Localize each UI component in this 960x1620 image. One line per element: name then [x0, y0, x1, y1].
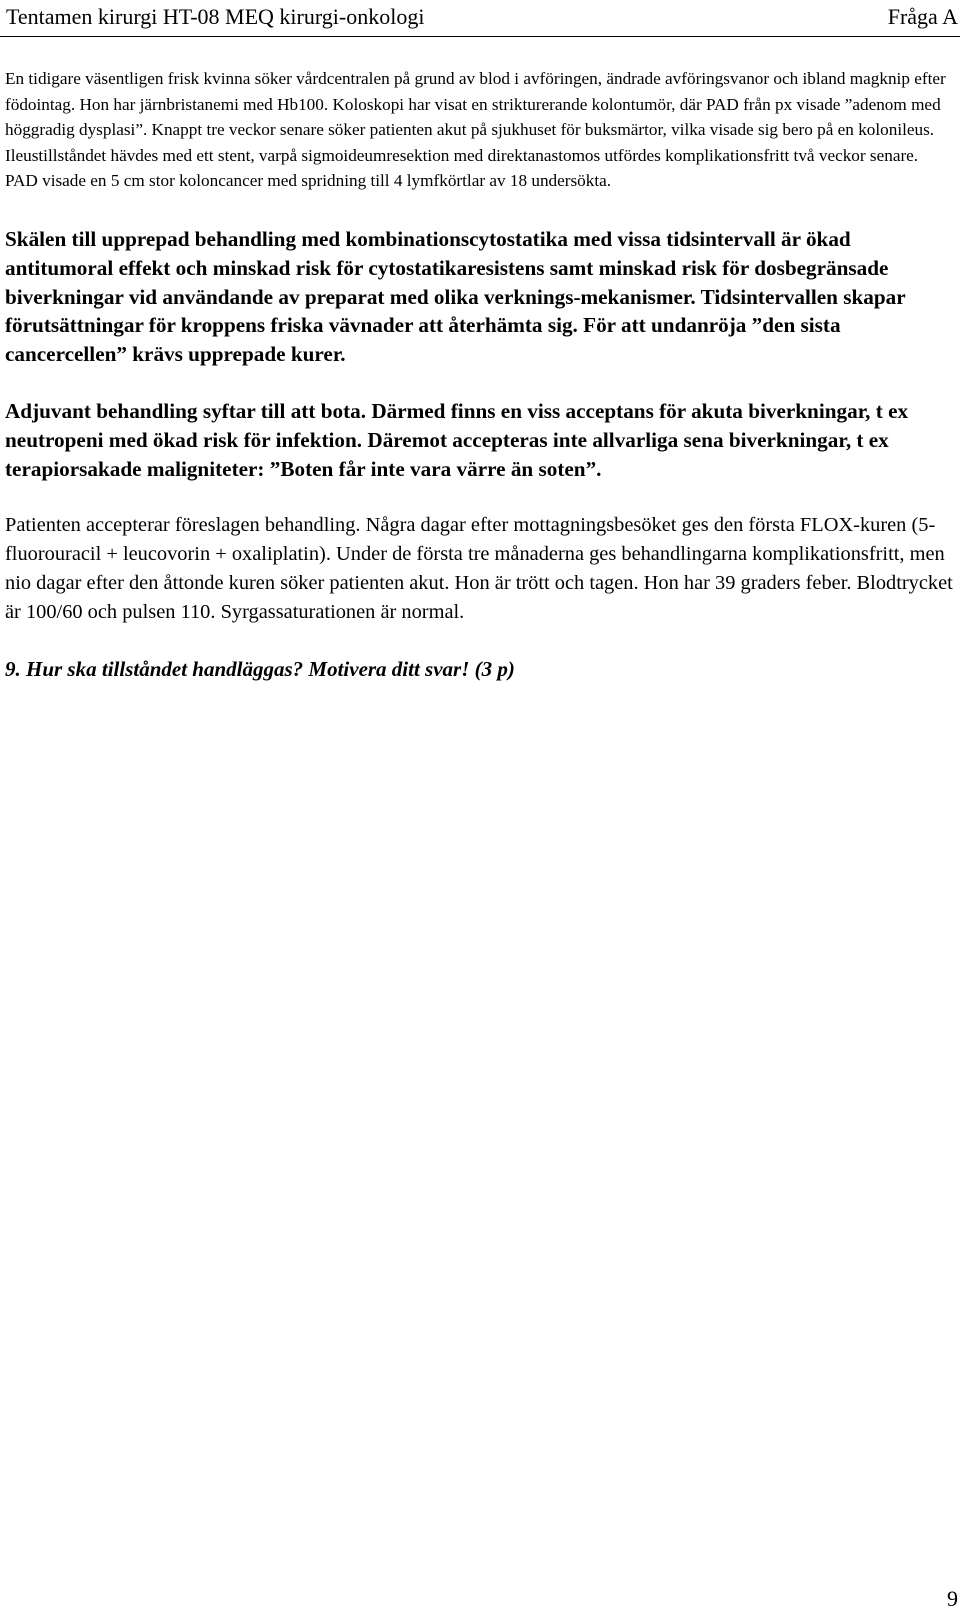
case-continuation-paragraph: Patienten accepterar föreslagen behandling. Några dagar efter mottagningsbesöket ges den första FLOX-kuren (5-fluorouracil + leucovorin + oxaliplatin). Under de första tre månaderna ges behandlingarna komplikationsfritt, men nio dagar efter den åttonde kuren söker patienten akut. Hon är trött och tagen. Hon har 39 graders feber. Blodtrycket är 100/60 och pulsen 110. Syrgassaturationen är normal.: [5, 514, 953, 623]
question-9: 9. Hur ska tillståndet handläggas? Motivera ditt svar! (3 p): [5, 656, 515, 681]
page-number: 9: [947, 1586, 958, 1611]
page-header: [0, 2, 960, 37]
document-body: [5, 66, 955, 683]
rationale-paragraph: Skälen till upprepad behandling med kombinationscytostatika med vissa tidsintervall är ökad antitumoral effekt och minskad risk för cytostatikaresistens samt minskad risk för dosbegränsade biverkningar vid användande av preparat med olika verknings-mekanismer. Tidsintervallen skapar förutsättningar för kroppens friska vävnader att återhämta sig. För att undanröja ”den sista cancercellen” krävs upprepade kurer.: [5, 226, 906, 367]
exam-title: Tentamen kirurgi HT-08 MEQ kirurgi-onkologi: [6, 4, 425, 29]
adjuvant-paragraph: Adjuvant behandling syftar till att bota. Därmed finns en viss acceptans för akuta biverkningar, t ex neutropeni med ökad risk för infektion. Däremot accepteras inte allvarliga sena biverkningar, t ex terapiorsakade maligniteter: ”Boten får inte vara värre än soten”.: [5, 398, 909, 481]
question-section-label: Fråga A: [887, 4, 958, 29]
case-intro-paragraph: En tidigare väsentligen frisk kvinna söker vårdcentralen på grund av blod i avföringen, ändrade avföringsvanor och ibland magknip efter födointag. Hon har järnbristanemi med Hb100. Koloskopi har visat en strikturerande kolontumör, där PAD från px visade ”adenom med höggradig dysplasi”. Knappt tre veckor senare söker patienten akut på sjukhuset för buksmärtor, vilka visade sig bero på en kolonileus. Ileustillståndet hävdes med ett stent, varpå sigmoideumresektion med direktanastomos utfördes komplikationsfritt två veckor senare. PAD visade en 5 cm stor koloncancer med spridning till 4 lymfkörtlar av 18 undersökta.: [5, 69, 946, 191]
